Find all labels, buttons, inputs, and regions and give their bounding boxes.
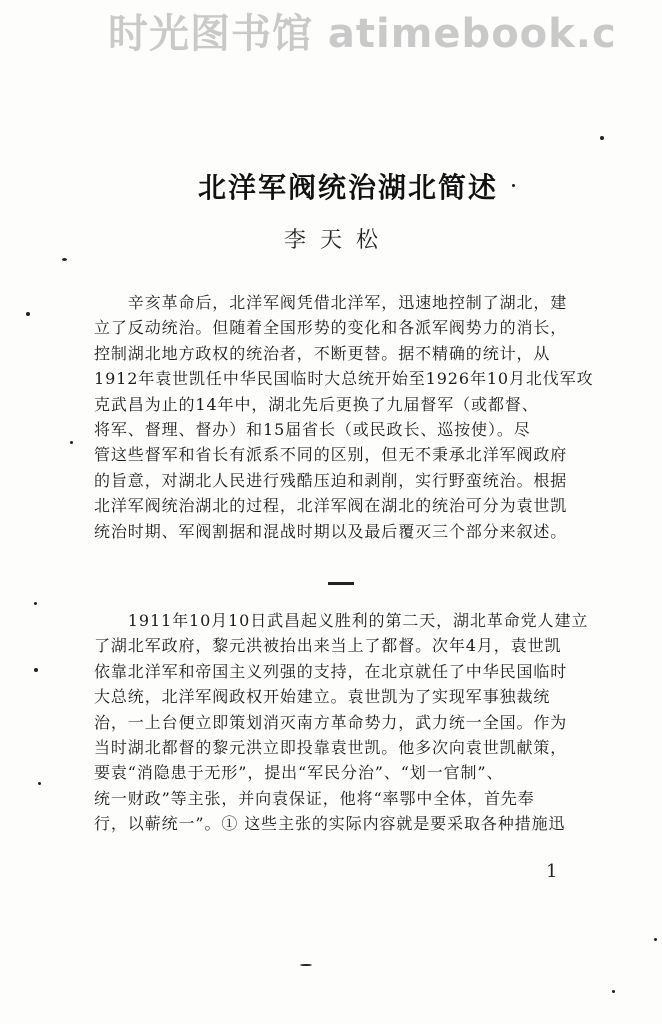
paragraph-line: 依靠北洋军和帝国主义列强的支持，在北京就任了中华民国临时 bbox=[94, 661, 568, 681]
paragraph-line: 辛亥革命后，北洋军阀凭借北洋军，迅速地控制了湖北，建 bbox=[94, 293, 568, 312]
paragraph-line: 统治时期、军阀割据和混战时期以及最后覆灭三个部分来叙述。 bbox=[94, 521, 568, 541]
paragraph-line: 管这些督军和省长有派系不同的区别，但无不秉承北洋军阀政府 bbox=[94, 445, 568, 465]
section-one-paragraph bbox=[94, 608, 598, 837]
article-author: 李天松 bbox=[284, 228, 393, 253]
paragraph-line: 立了反动统治。但随着全国形势的变化和各派军阀势力的消长， bbox=[94, 318, 568, 338]
page-number: 1 bbox=[546, 861, 558, 882]
paragraph-line: 1911年10月10日武昌起义胜利的第二天，湖北革命党人建立 bbox=[94, 611, 589, 630]
watermark-text: 时光图书馆 atimebook.c bbox=[108, 11, 617, 57]
paragraph-line: 了湖北军政府，黎元洪被抬出来当上了都督。次年4月，袁世凯 bbox=[94, 636, 562, 656]
scan-speck bbox=[38, 782, 41, 785]
scan-speck bbox=[600, 136, 604, 140]
scan-speck bbox=[70, 441, 73, 444]
paragraph-line: 将军、督理、督办）和15届省长（或民政长、巡按使）。尽 bbox=[94, 420, 531, 440]
paragraph-line: 的旨意，对湖北人民进行残酷压迫和剥削，实行野蛮统治。根据 bbox=[94, 470, 568, 490]
intro-paragraph bbox=[94, 290, 598, 544]
scan-speck bbox=[34, 602, 37, 605]
paragraph-line: 1912年袁世凯任中华民国临时大总统开始至1926年10月北伐军攻 bbox=[94, 369, 594, 389]
scan-speck bbox=[654, 938, 657, 941]
paragraph-line: 大总统，北洋军阀政权开始建立。袁世凯为了实现军事独裁统 bbox=[94, 687, 551, 707]
scan-speck bbox=[62, 258, 67, 261]
section-heading-one bbox=[328, 582, 354, 585]
paragraph-line: 统一财政”等主张，并向袁保证，他将“率鄂中全体，首先奉 bbox=[94, 788, 535, 808]
paragraph-line: 当时湖北都督的黎元洪立即投靠袁世凯。他多次向袁世凯献策， bbox=[94, 738, 568, 758]
paragraph-line: 控制湖北地方政权的统治者，不断更替。据不精确的统计，从 bbox=[94, 343, 551, 363]
scan-speck bbox=[512, 184, 515, 187]
paragraph-line: 克武昌为止的14年中，湖北先后更换了九届督军（或都督、 bbox=[94, 394, 539, 414]
paragraph-line: 要袁“消隐患于无形”，提出“军民分治”、“划一官制”、 bbox=[94, 763, 504, 783]
scan-speck bbox=[26, 312, 30, 316]
scan-speck bbox=[300, 964, 312, 966]
paragraph-line: 北洋军阀统治湖北的过程，北洋军阀在湖北的统治可分为袁世凯 bbox=[94, 496, 568, 516]
article-title: 北洋军阀统治湖北简述 bbox=[198, 171, 499, 204]
scan-speck bbox=[612, 990, 615, 993]
scan-speck bbox=[34, 668, 38, 672]
paragraph-line: 行，以蕲统一”。① 这些主张的实际内容就是要采取各种措施迅 bbox=[94, 814, 566, 834]
paragraph-line: 治，一上台便立即策划消灭南方革命势力，武力统一全国。作为 bbox=[94, 712, 568, 732]
